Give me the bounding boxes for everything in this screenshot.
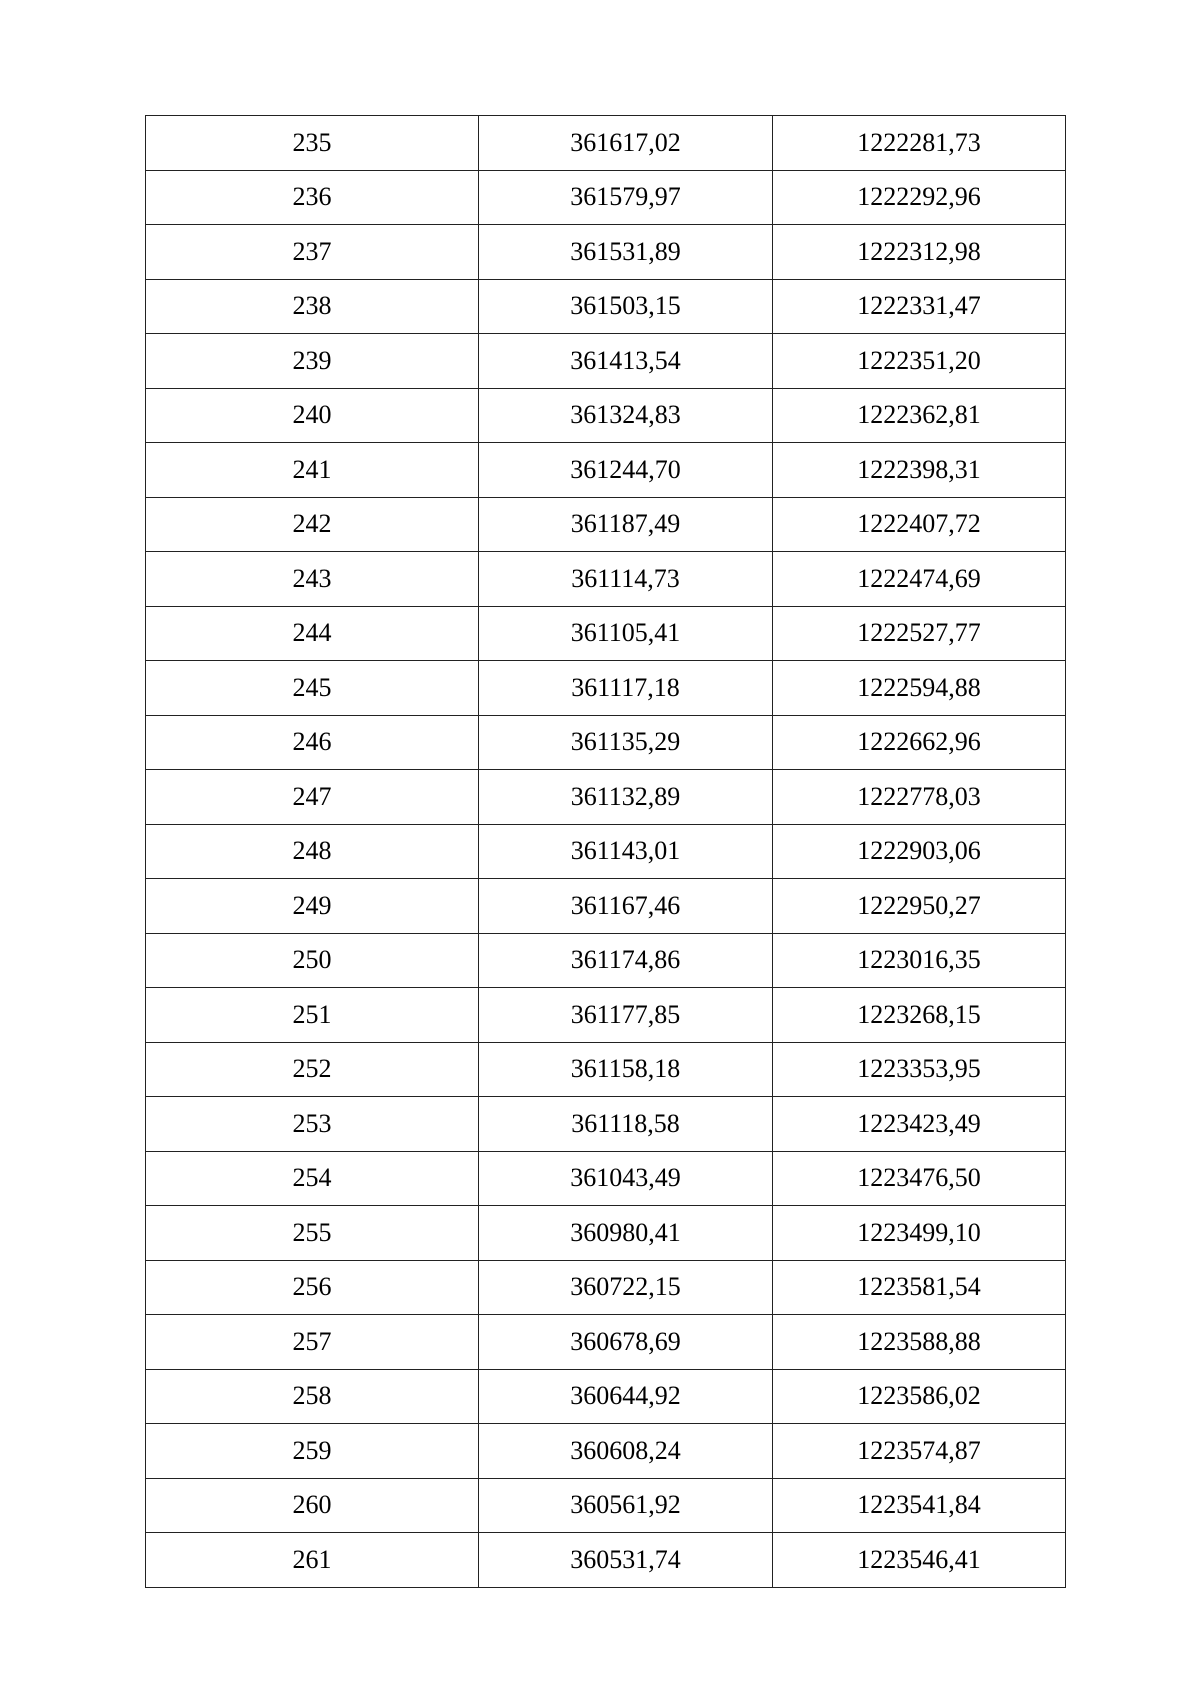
y-coordinate-cell: 1223016,35 <box>773 933 1066 988</box>
x-coordinate-cell: 361132,89 <box>479 770 773 825</box>
y-coordinate-cell: 1223574,87 <box>773 1424 1066 1479</box>
coordinates-table <box>145 115 1066 1588</box>
x-coordinate-cell: 360678,69 <box>479 1315 773 1370</box>
y-coordinate-cell: 1223541,84 <box>773 1478 1066 1533</box>
y-coordinate-cell: 1222662,96 <box>773 715 1066 770</box>
table-row <box>146 1151 1066 1206</box>
table-row <box>146 1260 1066 1315</box>
y-coordinate-cell: 1222312,98 <box>773 225 1066 280</box>
point-number-cell: 241 <box>146 443 479 498</box>
point-number-cell: 246 <box>146 715 479 770</box>
table-row <box>146 933 1066 988</box>
x-coordinate-cell: 361579,97 <box>479 170 773 225</box>
x-coordinate-cell: 361114,73 <box>479 552 773 607</box>
point-number-cell: 243 <box>146 552 479 607</box>
y-coordinate-cell: 1223499,10 <box>773 1206 1066 1261</box>
table-row <box>146 170 1066 225</box>
x-coordinate-cell: 361118,58 <box>479 1097 773 1152</box>
point-number-cell: 239 <box>146 334 479 389</box>
y-coordinate-cell: 1223476,50 <box>773 1151 1066 1206</box>
x-coordinate-cell: 361531,89 <box>479 225 773 280</box>
x-coordinate-cell: 361158,18 <box>479 1042 773 1097</box>
y-coordinate-cell: 1223581,54 <box>773 1260 1066 1315</box>
y-coordinate-cell: 1223423,49 <box>773 1097 1066 1152</box>
point-number-cell: 240 <box>146 388 479 443</box>
point-number-cell: 238 <box>146 279 479 334</box>
x-coordinate-cell: 360980,41 <box>479 1206 773 1261</box>
point-number-cell: 249 <box>146 879 479 934</box>
y-coordinate-cell: 1222331,47 <box>773 279 1066 334</box>
y-coordinate-cell: 1222407,72 <box>773 497 1066 552</box>
table-row <box>146 334 1066 389</box>
table-row <box>146 225 1066 280</box>
y-coordinate-cell: 1223588,88 <box>773 1315 1066 1370</box>
y-coordinate-cell: 1222362,81 <box>773 388 1066 443</box>
point-number-cell: 235 <box>146 116 479 171</box>
point-number-cell: 245 <box>146 661 479 716</box>
table-row <box>146 1206 1066 1261</box>
x-coordinate-cell: 361174,86 <box>479 933 773 988</box>
y-coordinate-cell: 1223586,02 <box>773 1369 1066 1424</box>
x-coordinate-cell: 361043,49 <box>479 1151 773 1206</box>
table-row <box>146 552 1066 607</box>
y-coordinate-cell: 1223268,15 <box>773 988 1066 1043</box>
point-number-cell: 251 <box>146 988 479 1043</box>
table-row <box>146 279 1066 334</box>
y-coordinate-cell: 1222351,20 <box>773 334 1066 389</box>
x-coordinate-cell: 361135,29 <box>479 715 773 770</box>
y-coordinate-cell: 1223546,41 <box>773 1533 1066 1588</box>
x-coordinate-cell: 361167,46 <box>479 879 773 934</box>
x-coordinate-cell: 361117,18 <box>479 661 773 716</box>
y-coordinate-cell: 1222398,31 <box>773 443 1066 498</box>
x-coordinate-cell: 361244,70 <box>479 443 773 498</box>
point-number-cell: 252 <box>146 1042 479 1097</box>
table-row <box>146 443 1066 498</box>
point-number-cell: 257 <box>146 1315 479 1370</box>
point-number-cell: 250 <box>146 933 479 988</box>
point-number-cell: 244 <box>146 606 479 661</box>
point-number-cell: 256 <box>146 1260 479 1315</box>
table-row <box>146 606 1066 661</box>
table-row <box>146 1097 1066 1152</box>
table-row <box>146 1042 1066 1097</box>
table-row <box>146 1315 1066 1370</box>
x-coordinate-cell: 361324,83 <box>479 388 773 443</box>
point-number-cell: 247 <box>146 770 479 825</box>
point-number-cell: 253 <box>146 1097 479 1152</box>
table-row <box>146 661 1066 716</box>
table-row <box>146 1424 1066 1479</box>
y-coordinate-cell: 1222594,88 <box>773 661 1066 716</box>
point-number-cell: 237 <box>146 225 479 280</box>
point-number-cell: 261 <box>146 1533 479 1588</box>
table-row <box>146 388 1066 443</box>
x-coordinate-cell: 360722,15 <box>479 1260 773 1315</box>
table-row <box>146 1369 1066 1424</box>
x-coordinate-cell: 360608,24 <box>479 1424 773 1479</box>
x-coordinate-cell: 361617,02 <box>479 116 773 171</box>
x-coordinate-cell: 361187,49 <box>479 497 773 552</box>
table-row <box>146 824 1066 879</box>
y-coordinate-cell: 1222778,03 <box>773 770 1066 825</box>
x-coordinate-cell: 360644,92 <box>479 1369 773 1424</box>
y-coordinate-cell: 1222292,96 <box>773 170 1066 225</box>
point-number-cell: 236 <box>146 170 479 225</box>
x-coordinate-cell: 360561,92 <box>479 1478 773 1533</box>
table-row <box>146 1478 1066 1533</box>
coordinates-table-body <box>146 116 1066 1588</box>
table-row <box>146 988 1066 1043</box>
table-row <box>146 1533 1066 1588</box>
point-number-cell: 260 <box>146 1478 479 1533</box>
x-coordinate-cell: 361143,01 <box>479 824 773 879</box>
table-row <box>146 497 1066 552</box>
table-row <box>146 715 1066 770</box>
point-number-cell: 259 <box>146 1424 479 1479</box>
y-coordinate-cell: 1223353,95 <box>773 1042 1066 1097</box>
x-coordinate-cell: 361503,15 <box>479 279 773 334</box>
x-coordinate-cell: 361177,85 <box>479 988 773 1043</box>
table-row <box>146 770 1066 825</box>
point-number-cell: 242 <box>146 497 479 552</box>
table-row <box>146 879 1066 934</box>
y-coordinate-cell: 1222950,27 <box>773 879 1066 934</box>
x-coordinate-cell: 361413,54 <box>479 334 773 389</box>
x-coordinate-cell: 360531,74 <box>479 1533 773 1588</box>
point-number-cell: 255 <box>146 1206 479 1261</box>
y-coordinate-cell: 1222281,73 <box>773 116 1066 171</box>
y-coordinate-cell: 1222903,06 <box>773 824 1066 879</box>
y-coordinate-cell: 1222474,69 <box>773 552 1066 607</box>
point-number-cell: 258 <box>146 1369 479 1424</box>
y-coordinate-cell: 1222527,77 <box>773 606 1066 661</box>
table-row <box>146 116 1066 171</box>
point-number-cell: 248 <box>146 824 479 879</box>
x-coordinate-cell: 361105,41 <box>479 606 773 661</box>
point-number-cell: 254 <box>146 1151 479 1206</box>
